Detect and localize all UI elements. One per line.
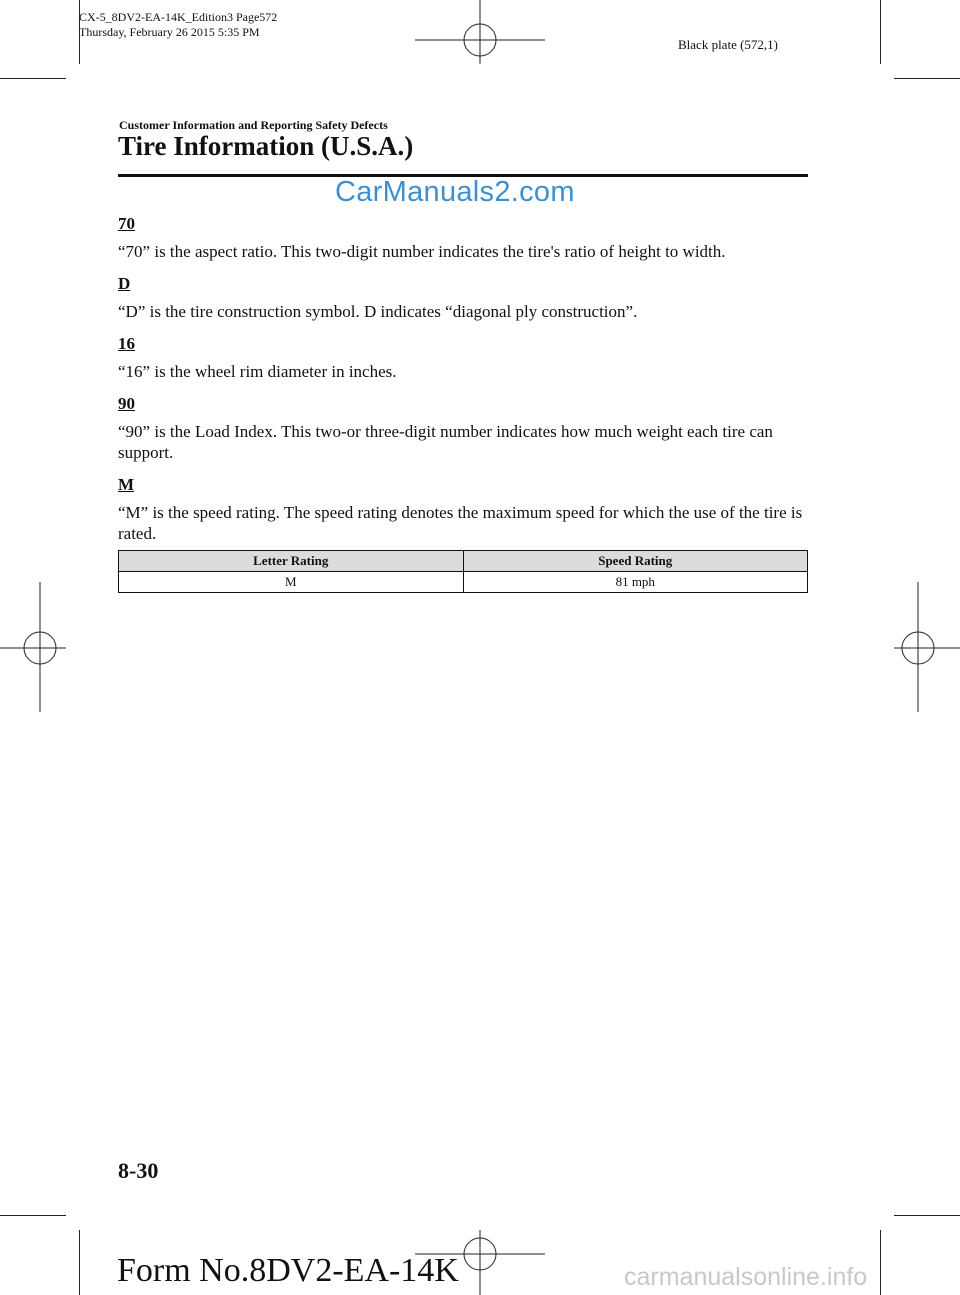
footer-watermark: carmanualsonline.info [624, 1263, 868, 1291]
print-meta-filename: CX-5_8DV2-EA-14K_Edition3 Page572 [79, 10, 278, 24]
print-meta-datetime: Thursday, February 26 2015 5:35 PM [79, 25, 260, 39]
entry-construction [118, 274, 808, 322]
registration-mark-left [0, 582, 66, 712]
entry-description: “D” is the tire construction symbol. D indicates “diagonal ply construction”. [118, 302, 638, 321]
table-cell: 81 mph [463, 572, 808, 593]
entry-description: “M” is the speed rating. The speed rating denotes the maximum speed for which the use of the tire is rated. [118, 503, 803, 543]
entry-term: 16 [118, 334, 135, 353]
plate-label: Black plate (572,1) [678, 37, 778, 52]
tire-code-explanations [118, 214, 808, 593]
watermark-logo: CarManuals2.com [335, 176, 575, 208]
entry-term: 70 [118, 214, 135, 233]
entry-description: “90” is the Load Index. This two-or three-digit number indicates how much weight each tire can support. [118, 422, 773, 462]
table-cell: M [119, 572, 464, 593]
registration-mark-top [415, 0, 545, 64]
column-header-letter-rating: Letter Rating [119, 551, 464, 572]
form-number: Form No.8DV2-EA-14K [117, 1252, 459, 1289]
entry-rim-diameter [118, 334, 808, 382]
entry-description: “16” is the wheel rim diameter in inches. [118, 362, 397, 381]
table-header-row [119, 551, 808, 572]
registration-mark-right [894, 582, 960, 712]
page-title: Tire Information (U.S.A.) [118, 131, 414, 161]
page-number: 8-30 [118, 1158, 159, 1183]
entry-description: “70” is the aspect ratio. This two-digit number indicates the tire's ratio of height to width. [118, 242, 726, 261]
entry-load-index [118, 394, 808, 463]
speed-rating-table [118, 550, 808, 593]
entry-term: M [118, 475, 135, 494]
entry-aspect-ratio [118, 214, 808, 262]
entry-term: D [118, 274, 131, 293]
entry-speed-rating [118, 475, 808, 544]
section-label: Customer Information and Reporting Safety Defects [119, 118, 388, 132]
entry-term: 90 [118, 394, 135, 413]
table-row [119, 572, 808, 593]
column-header-speed-rating: Speed Rating [463, 551, 808, 572]
